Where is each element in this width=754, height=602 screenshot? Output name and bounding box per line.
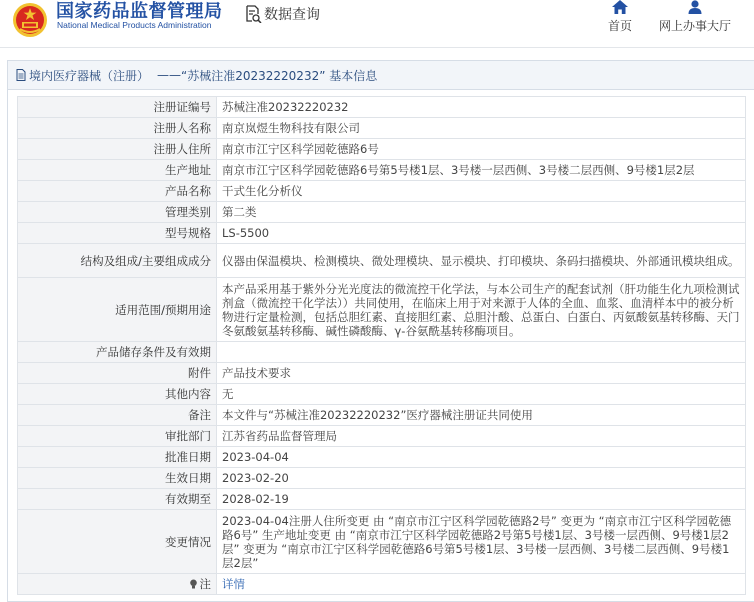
row-value: 第二类 bbox=[217, 202, 746, 223]
nav-home[interactable] bbox=[606, 0, 634, 34]
table-row bbox=[18, 202, 746, 223]
table-row bbox=[18, 181, 746, 202]
national-emblem-icon bbox=[12, 2, 48, 38]
row-value: 南京市江宁区科学园乾德路6号第5号楼1层、3号楼一层西侧、3号楼二层西侧、9号楼1层2层 bbox=[217, 160, 746, 181]
table-row bbox=[18, 118, 746, 139]
table-row bbox=[18, 244, 746, 278]
table-row bbox=[18, 574, 746, 595]
site-header bbox=[0, 0, 754, 48]
row-key: 管理类别 bbox=[18, 202, 217, 223]
row-key: 附件 bbox=[18, 363, 217, 384]
note-label: 注 bbox=[199, 577, 211, 591]
table-row bbox=[18, 278, 746, 342]
row-key: 生效日期 bbox=[18, 468, 217, 489]
table-row bbox=[18, 139, 746, 160]
document-search-icon bbox=[244, 5, 262, 23]
table-row bbox=[18, 447, 746, 468]
row-value: 本产品采用基于紫外分光光度法的微流控干化学法，与本公司生产的配套试剂（肝功能生化九项检测试剂盒（微流控干化学法））共同使用，在临床上用于对来源于人体的全血、血浆、血清样本中的被分析物进行定量检测，包括总胆红素、直接胆红素、总胆汁酸、总蛋白、白蛋白、丙氨酸氨基转移酶、天门冬氨酸氨基转移酶、碱性磷酸酶、γ-谷氨酰基转移酶项目。 bbox=[217, 278, 746, 342]
row-value: 仪器由保温模块、检测模块、微处理模块、显示模块、打印模块、条码扫描模块、外部通讯模块组成。 bbox=[217, 244, 746, 278]
detail-panel bbox=[7, 60, 754, 602]
row-value: 江苏省药品监督管理局 bbox=[217, 426, 746, 447]
row-key: 注册人住所 bbox=[18, 139, 217, 160]
row-key: 型号规格 bbox=[18, 223, 217, 244]
row-value: LS-5500 bbox=[217, 223, 746, 244]
row-key: 产品名称 bbox=[18, 181, 217, 202]
row-key: 批准日期 bbox=[18, 447, 217, 468]
breadcrumb bbox=[8, 61, 754, 90]
table-row bbox=[18, 342, 746, 363]
document-icon bbox=[16, 69, 26, 81]
table-row bbox=[18, 160, 746, 181]
row-value: 2023-02-20 bbox=[217, 468, 746, 489]
registration-info-table bbox=[17, 96, 746, 595]
breadcrumb-category-link[interactable]: 境内医疗器械（注册） bbox=[29, 68, 150, 83]
table-row bbox=[18, 223, 746, 244]
row-key: 有效期至 bbox=[18, 489, 217, 510]
table-row bbox=[18, 510, 746, 574]
table-row bbox=[18, 468, 746, 489]
site-title-en: National Medical Products Administration bbox=[57, 20, 212, 30]
row-value: 2023-04-04 bbox=[217, 447, 746, 468]
home-icon bbox=[612, 0, 628, 14]
row-value: 2023-04-04注册人住所变更 由 “南京市江宁区科学园乾德路2号” 变更为 “南京市江宁区科学园乾德路6号” 生产地址变更 由 “南京市江宁区科学园乾德路2号第5号楼1层、3号楼一层西侧、9号楼1层2层” 变更为 “南京市江宁区科学园乾德路6号第5号楼1层、3号楼一层西侧、3号楼二层西侧、9号楼1层2层” bbox=[217, 510, 746, 574]
site-title: 国家药品监督管理局 bbox=[56, 1, 223, 22]
row-key: 产品储存条件及有效期 bbox=[18, 342, 217, 363]
row-key: 注册人名称 bbox=[18, 118, 217, 139]
breadcrumb-title: “苏械注准20232220232” 基本信息 bbox=[181, 68, 378, 83]
table-row bbox=[18, 489, 746, 510]
table-row bbox=[18, 97, 746, 118]
details-link[interactable]: 详情 bbox=[222, 577, 245, 591]
row-key: 注册证编号 bbox=[18, 97, 217, 118]
row-value: 干式生化分析仪 bbox=[217, 181, 746, 202]
row-key: 结构及组成/主要组成成分 bbox=[18, 244, 217, 278]
user-icon bbox=[687, 0, 703, 14]
nav-home-label: 首页 bbox=[607, 19, 632, 33]
row-value: 南京岚煜生物科技有限公司 bbox=[217, 118, 746, 139]
row-value: 本文件与“苏械注准20232220232”医疗器械注册证共同使用 bbox=[217, 405, 746, 426]
row-value: 2028-02-19 bbox=[217, 489, 746, 510]
table-row bbox=[18, 426, 746, 447]
bulb-icon bbox=[189, 579, 198, 589]
row-value: 无 bbox=[217, 384, 746, 405]
nav-online-office[interactable] bbox=[657, 0, 733, 34]
table-row bbox=[18, 384, 746, 405]
row-key: 备注 bbox=[18, 405, 217, 426]
row-key: 生产地址 bbox=[18, 160, 217, 181]
row-value bbox=[217, 342, 746, 363]
row-value: 产品技术要求 bbox=[217, 363, 746, 384]
row-key: 变更情况 bbox=[18, 510, 217, 574]
row-key: 审批部门 bbox=[18, 426, 217, 447]
table-row bbox=[18, 363, 746, 384]
nav-online-office-label: 网上办事大厅 bbox=[658, 19, 731, 33]
row-value: 苏械注准20232220232 bbox=[217, 97, 746, 118]
row-key: 适用范围/预期用途 bbox=[18, 278, 217, 342]
data-search-link[interactable] bbox=[244, 4, 320, 24]
row-value: 南京市江宁区科学园乾德路6号 bbox=[217, 139, 746, 160]
note-key bbox=[18, 574, 217, 595]
breadcrumb-separator: —— bbox=[157, 68, 182, 82]
table-row bbox=[18, 405, 746, 426]
row-key: 其他内容 bbox=[18, 384, 217, 405]
data-search-label: 数据查询 bbox=[264, 7, 320, 23]
